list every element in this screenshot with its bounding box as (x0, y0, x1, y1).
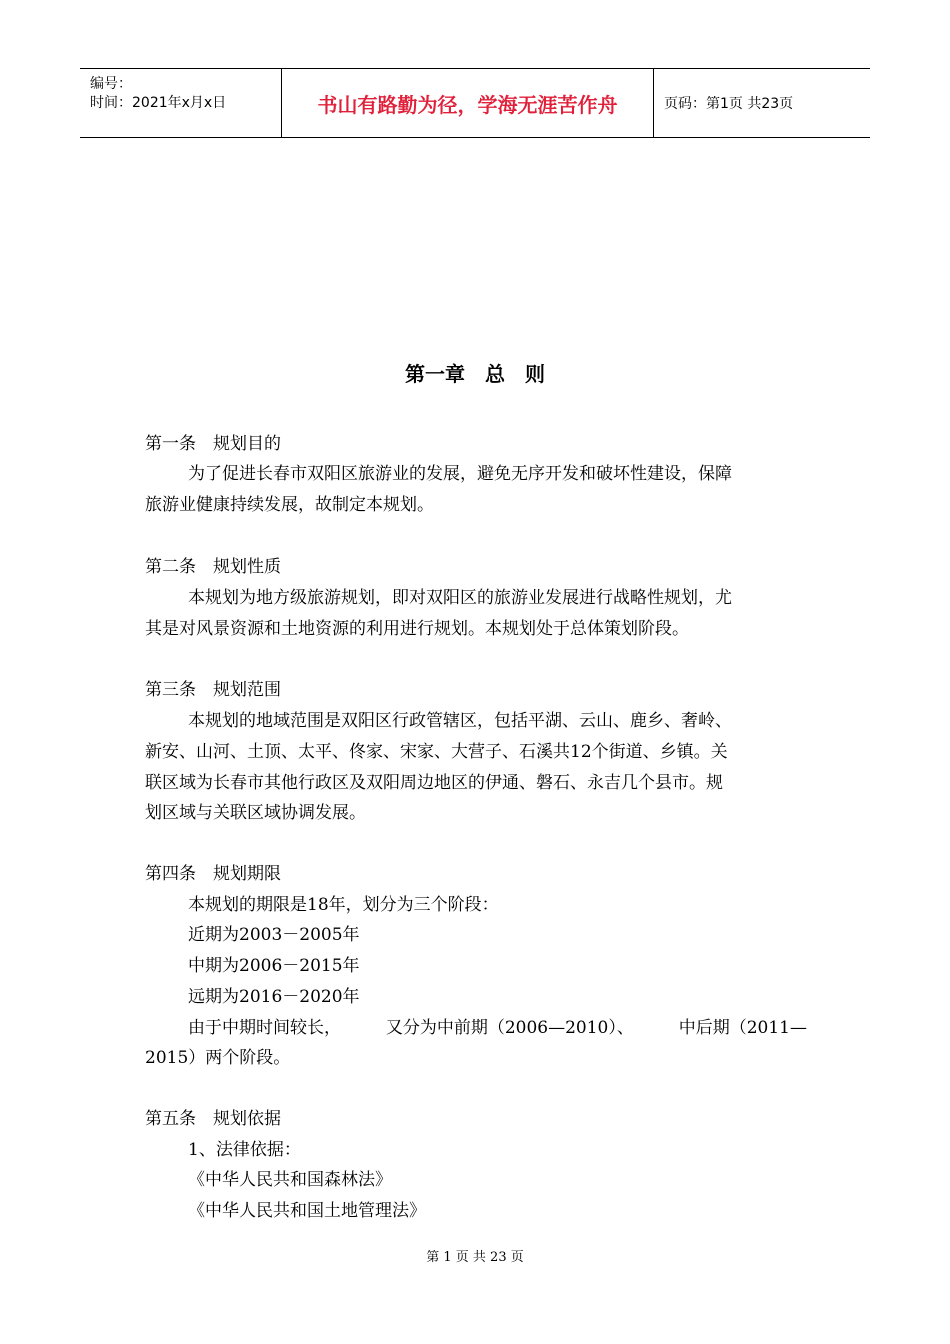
article-1-text-line: 旅游业健康持续发展，故制定本规划。 (145, 495, 434, 515)
text-segment: 又分为中前期（2006—2010）、 (385, 1018, 634, 1038)
document-header (80, 68, 870, 138)
article-5-text-line: 《中华人民共和国森林法》 (188, 1170, 392, 1190)
header-page-info: 页码：第1页 共23页 (664, 96, 794, 112)
header-left-cell (80, 69, 282, 137)
article-4-text-line: 本规划的期限是18年，划分为三个阶段： (188, 895, 499, 915)
article-1-text-line: 为了促进长春市双阳区旅游业的发展，避免无序开发和破坏性建设，保障 (188, 464, 732, 484)
article-3-text-line: 联区域为长春市其他行政区及双阳周边地区的伊通、磐石、永吉几个县市。规 (145, 773, 723, 793)
article-2-text-line: 本规划为地方级旅游规划，即对双阳区的旅游业发展进行战略性规划，尤 (188, 588, 732, 608)
chapter-title: 第一章 总 则 (405, 362, 545, 386)
header-motto: 书山有路勤为径，学海无涯苦作舟 (282, 69, 654, 137)
article-3-title: 第三条 规划范围 (145, 680, 281, 700)
article-4-justified-line (188, 1017, 807, 1039)
article-4-text-line: 中期为2006－2015年 (188, 956, 360, 976)
article-4-title: 第四条 规划期限 (145, 864, 281, 884)
date-label: 时间：2021年x月x日 (90, 95, 227, 111)
article-3-text-line: 新安、山河、土顶、太平、佟家、宋家、大营子、石溪共12个街道、乡镇。关 (145, 742, 728, 762)
number-label: 编号： (90, 76, 132, 92)
article-3-text-line: 本规划的地域范围是双阳区行政管辖区，包括平湖、云山、鹿乡、奢岭、 (188, 711, 732, 731)
page-footer: 第 1 页 共 23 页 (426, 1250, 524, 1265)
article-4-text-line: 远期为2016－2020年 (188, 987, 360, 1007)
text-segment: 由于中期时间较长， (188, 1018, 341, 1038)
article-5-title: 第五条 规划依据 (145, 1109, 281, 1129)
article-5-text-line: 《中华人民共和国土地管理法》 (188, 1201, 426, 1221)
article-5-text-line: 1、法律依据： (188, 1140, 301, 1160)
article-2-title: 第二条 规划性质 (145, 557, 281, 577)
text-segment: 中后期（2011— (678, 1018, 807, 1038)
article-1-title: 第一条 规划目的 (145, 434, 281, 454)
article-2-text-line: 其是对风景资源和土地资源的利用进行规划。本规划处于总体策划阶段。 (145, 619, 689, 639)
article-4-text-line: 近期为2003－2005年 (188, 925, 360, 945)
article-3-text-line: 划区域与关联区域协调发展。 (145, 803, 366, 823)
article-4-text-line: 2015）两个阶段。 (145, 1048, 291, 1068)
